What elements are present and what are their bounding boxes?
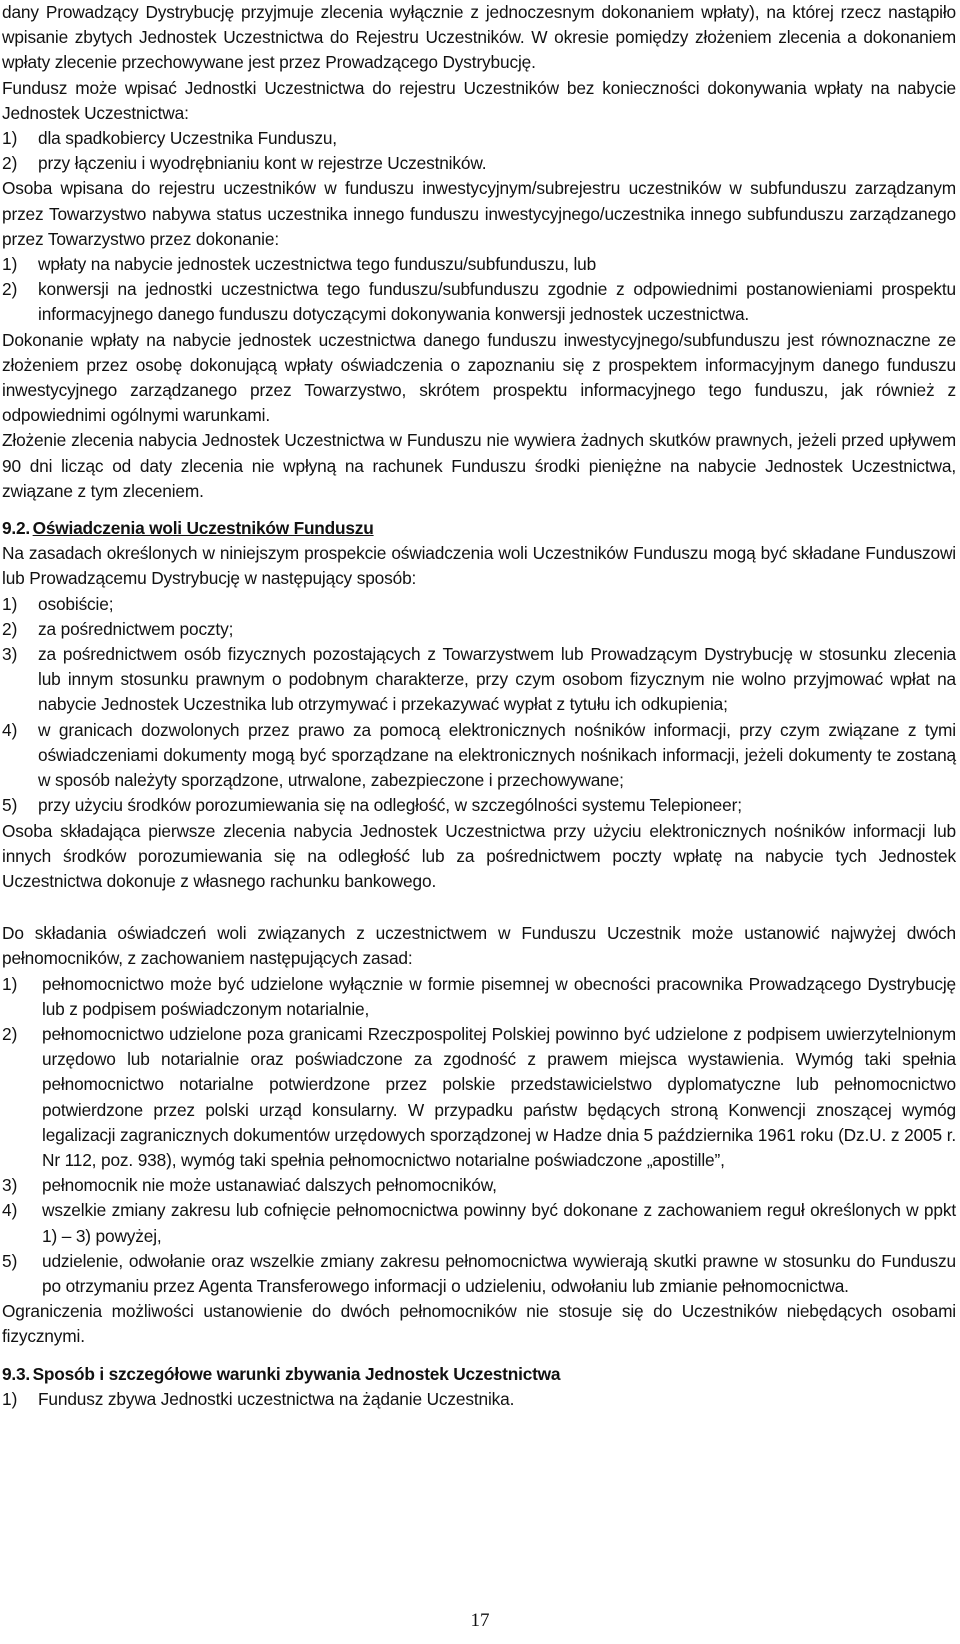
list-item — [2, 1022, 956, 1173]
list-item — [2, 642, 956, 718]
list-number: 1) — [2, 128, 18, 149]
list-number: 4) — [2, 719, 18, 740]
list-number: 1) — [2, 593, 18, 614]
list-number: 2) — [2, 153, 18, 174]
page-content — [2, 0, 956, 1412]
paragraph: Ograniczenia możliwości ustanowienie do dwóch pełnomocników nie stosuje się do Uczestników niebędących osobami fizycznymi. — [2, 1301, 956, 1347]
spacer — [2, 504, 956, 516]
list-item — [2, 592, 956, 617]
list-number: 5) — [2, 1250, 18, 1271]
list-item — [2, 252, 956, 277]
list-text: Fundusz zbywa Jednostki uczestnictwa na żądanie Uczestnika. — [38, 1388, 515, 1409]
section-heading — [2, 1362, 956, 1387]
list-item — [2, 1387, 956, 1412]
list-text: przy łączeniu i wyodrębnianiu kont w rejestrze Uczestników. — [38, 153, 487, 174]
list-item — [2, 1198, 956, 1248]
list-text: pełnomocnictwo może być udzielone wyłącznie w formie pisemnej w obecności pracownika Prowadzącego Dystrybucję lub z podpisem poświadczonym notarialnie, — [42, 973, 956, 1019]
list-item — [2, 972, 956, 1022]
list-number: 5) — [2, 795, 18, 816]
list-text: wszelkie zmiany zakresu lub cofnięcie pełnomocnictwa powinny być dokonane z zachowaniem reguł określonych w ppkt 1) – 3) powyżej, — [42, 1200, 956, 1246]
list-item — [2, 718, 956, 794]
list-number: 1) — [2, 973, 18, 994]
list-text: za pośrednictwem osób fizycznych pozostających z Towarzystwem lub Prowadzącym Dystrybucję w stosunku zlecenia lub innym stosunku prawnym o podobnym charakterze, przy czym osobom fizycznym nie wolno przyjmować wpłat na nabycie Jednostek Uczestnika lub otrzymywać i przekazywać wypłat z tytułu ich odkupienia; — [38, 644, 956, 715]
section-title: Oświadczenia woli Uczestników Funduszu — [32, 518, 374, 539]
spacer — [2, 894, 956, 921]
list-text: wpłaty na nabycie jednostek uczestnictwa tego funduszu/subfunduszu, lub — [38, 254, 597, 275]
list-text: dla spadkobiercy Uczestnika Funduszu, — [38, 128, 337, 149]
page-number: 17 — [470, 1610, 490, 1631]
section-number: 9.2. — [2, 518, 31, 539]
paragraph: Do składania oświadczeń woli związanych z uczestnictwem w Funduszu Uczestnik może ustanowić najwyżej dwóch pełnomocników, z zachowaniem następujących zasad: — [2, 923, 956, 969]
paragraph: Na zasadach określonych w niniejszym prospekcie oświadczenia woli Uczestników Funduszu mogą być składane Funduszowi lub Prowadzącemu Dystrybucję w następujący sposób: — [2, 543, 956, 589]
list-text: osobiście; — [38, 593, 114, 614]
list-text: pełnomocnictwo udzielone poza granicami Rzeczpospolitej Polskiej powinno być udzielone z podpisem uwierzytelnionym urzędowo lub notarialnie oraz poświadczone za zgodność z prawem miejsca wystawienia. Wymóg taki spełnia pełnomocnictwo notarialne potwierdzone przez polskie przedstawicielstwo dyplomatyczne lub pełnomocnictwo potwierdzone przez polski urząd konsularny. W przypadku państw będących stroną Konwencji znoszącej wymóg legalizacji zagranicznych dokumentów urzędowych sporządzonej w Hadze dnia 5 października 1961 roku (Dz.U. z 2005 r. Nr 112, poz. 938), wymóg taki spełnia pełnomocnictwo notarialne poświadczone „apostille”, — [42, 1023, 956, 1170]
list-number: 1) — [2, 1388, 18, 1409]
section-title: Sposób i szczegółowe warunki zbywania Jednostek Uczestnictwa — [32, 1363, 561, 1384]
list-number: 1) — [2, 254, 18, 275]
paragraph: Osoba wpisana do rejestru uczestników w funduszu inwestycyjnym/subrejestru uczestników w subfunduszu zarządzanym przez Towarzystwo nabywa status uczestnika innego funduszu inwestycyjnego/uczestnika innego subfunduszu zarządzanego przez Towarzystwo przez dokonanie: — [2, 178, 956, 249]
list-text: w granicach dozwolonych przez prawo za pomocą elektronicznych nośników informacji, przy czym związane z tymi oświadczeniami dokumenty mogą być sporządzane na elektronicznych nośnikach informacji, jeżeli dokumenty te zostaną w sposób należyty sporządzone, utrwalone, zabezpieczone i przechowywane; — [38, 719, 956, 791]
list-text: udzielenie, odwołanie oraz wszelkie zmiany zakresu pełnomocnictwa wywierają skutki prawne w stosunku do Funduszu po otrzymaniu przez Agenta Transferowego informacji o udzieleniu, odwołaniu lub zmianie pełnomocnictwa. — [42, 1250, 956, 1296]
list-number: 2) — [2, 1023, 18, 1044]
list-text: przy użyciu środków porozumiewania się na odległość, w szczególności systemu Telepioneer; — [38, 795, 742, 816]
list-text: pełnomocnik nie może ustanawiać dalszych pełnomocników, — [42, 1175, 497, 1196]
list-item — [2, 1173, 956, 1198]
paragraph: Fundusz może wpisać Jednostki Uczestnictwa do rejestru Uczestników bez konieczności dokonywania wpłaty na nabycie Jednostek Uczestnictwa: — [2, 77, 956, 123]
list-text: konwersji na jednostki uczestnictwa tego funduszu/subfunduszu zgodnie z odpowiednimi postanowieniami prospektu informacyjnego danego funduszu dotyczącymi dokonywania konwersji jednostek uczestnictwa. — [38, 279, 956, 325]
list-item — [2, 151, 956, 176]
list-item — [2, 126, 956, 151]
list-item — [2, 793, 956, 818]
spacer — [2, 1350, 956, 1362]
paragraph: Złożenie zlecenia nabycia Jednostek Uczestnictwa w Funduszu nie wywiera żadnych skutków prawnych, jeżeli przed upływem 90 dni licząc od daty zlecenia nie wpłyną na rachunek Funduszu środki pieniężne na nabycie Jednostek Uczestnictwa, związane z tym zleceniem. — [2, 430, 956, 501]
paragraph: Dokonanie wpłaty na nabycie jednostek uczestnictwa danego funduszu inwestycyjnego/subfunduszu jest równoznaczne ze złożeniem przez osobę dokonującą wpłaty oświadczenia o zapoznaniu się z prospektem informacyjnym danego funduszu inwestycyjnego zarządzanego przez Towarzystwo, skrótem prospektu informacyjnego tego funduszu, jak również z odpowiednimi ogólnymi warunkami. — [2, 329, 956, 426]
list-number: 4) — [2, 1200, 18, 1221]
list-item — [2, 277, 956, 327]
paragraph: dany Prowadzący Dystrybucję przyjmuje zlecenia wyłącznie z jednoczesnym dokonaniem wpłaty), na której rzecz nastąpiło wpisanie zbytych Jednostek Uczestnictwa do Rejestru Uczestników. W okresie pomiędzy złożeniem zlecenia a dokonaniem wpłaty zlecenie przechowywane jest przez Prowadzącego Dystrybucję. — [2, 2, 956, 73]
list-number: 3) — [2, 1175, 18, 1196]
list-item — [2, 1249, 956, 1299]
section-heading — [2, 516, 956, 541]
list-number: 2) — [2, 618, 18, 639]
list-text: za pośrednictwem poczty; — [38, 618, 234, 639]
list-item — [2, 617, 956, 642]
section-number: 9.3. — [2, 1363, 31, 1384]
list-number: 2) — [2, 279, 18, 300]
paragraph: Osoba składająca pierwsze zlecenia nabycia Jednostek Uczestnictwa przy użyciu elektronicznych nośników informacji lub innych środków porozumiewania się na odległość lub za pośrednictwem poczty wpłatę na nabycie tych Jednostek Uczestnictwa dokonuje z własnego rachunku bankowego. — [2, 820, 956, 891]
list-number: 3) — [2, 644, 18, 665]
